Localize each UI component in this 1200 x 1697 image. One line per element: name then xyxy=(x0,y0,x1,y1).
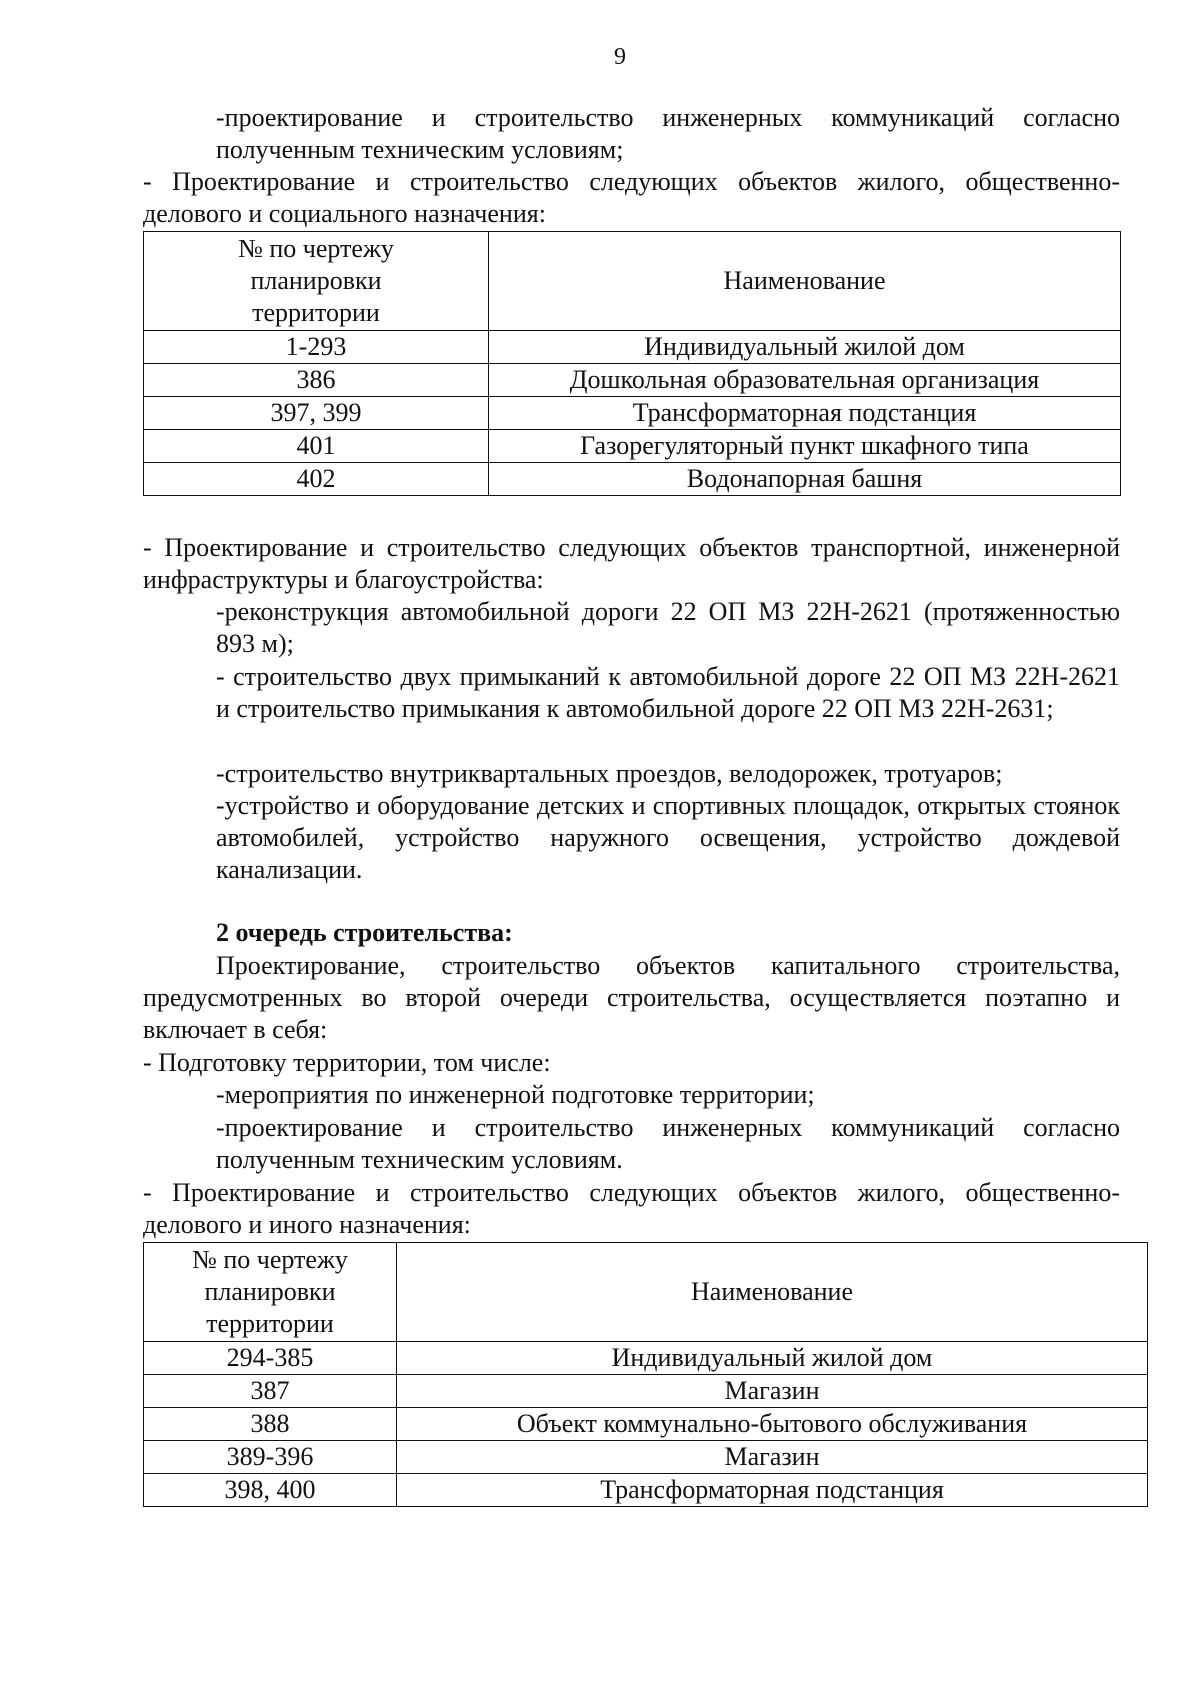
page-number: 9 xyxy=(614,44,626,70)
objects-table-stage1 xyxy=(143,231,1121,496)
paragraph-engineering-preparation: -мероприятия по инженерной подготовке территории; xyxy=(216,1080,815,1109)
table-cell-name: Магазин xyxy=(397,1441,1148,1474)
paragraph-infrastructure-intro: - Проектирование и строительство следующих объектов транспортной, инженерной инфраструктуры и благоустройства: xyxy=(143,533,1120,594)
table-cell-number: 386 xyxy=(144,364,489,397)
table-cell-number: 388 xyxy=(144,1408,397,1441)
table-cell-name: Водонапорная башня xyxy=(489,463,1121,496)
table-header-row xyxy=(144,1243,1148,1342)
paragraph-stage2-intro: Проектирование, строительство объектов капитального строительства, предусмотренных во второй очереди строительства, осуществляется поэтапно и включает в себя: xyxy=(143,951,1120,1044)
table-row xyxy=(144,1375,1148,1408)
table-cell-number: 397, 399 xyxy=(144,397,489,430)
table-cell-number: 387 xyxy=(144,1375,397,1408)
table-header-name: Наименование xyxy=(397,1243,1148,1342)
table-row xyxy=(144,397,1121,430)
stage2-heading: 2 очередь строительства: xyxy=(216,918,513,947)
paragraph-engineering-communications-2: -проектирование и строительство инженерных коммуникаций согласно полученным техническим условиям. xyxy=(216,1113,1120,1174)
table-row xyxy=(144,463,1121,496)
table-header-drawing-number: № по чертежу планировки территории xyxy=(144,1243,397,1342)
table-row xyxy=(144,1342,1148,1375)
table-cell-name: Индивидуальный жилой дом xyxy=(489,331,1121,364)
table-row xyxy=(144,430,1121,463)
table-cell-number: 1-293 xyxy=(144,331,489,364)
table-header-row xyxy=(144,232,1121,331)
table-cell-name: Трансформаторная подстанция xyxy=(397,1474,1148,1507)
table-cell-number: 294-385 xyxy=(144,1342,397,1375)
table-header-name: Наименование xyxy=(489,232,1121,331)
paragraph-road-reconstruction: -реконструкция автомобильной дороги 22 ОП МЗ 22Н-2621 (протяженностью 893 м); xyxy=(216,597,1120,658)
table-row xyxy=(144,1441,1148,1474)
table-row xyxy=(144,1408,1148,1441)
table-cell-name: Объект коммунально-бытового обслуживания xyxy=(397,1408,1148,1441)
table-row xyxy=(144,364,1121,397)
table-cell-number: 398, 400 xyxy=(144,1474,397,1507)
table-cell-number: 401 xyxy=(144,430,489,463)
table-header-drawing-number: № по чертежу планировки территории xyxy=(144,232,489,331)
paragraph-social-objects-intro: - Проектирование и строительство следующих объектов жилого, общественно-делового и социального назначения: xyxy=(143,167,1120,228)
table-row xyxy=(144,1474,1148,1507)
table-cell-number: 389-396 xyxy=(144,1441,397,1474)
paragraph-engineering-communications: -проектирование и строительство инженерных коммуникаций согласно полученным техническим условиям; xyxy=(216,103,1120,164)
objects-table-stage2 xyxy=(143,1242,1148,1507)
table-cell-name: Индивидуальный жилой дом xyxy=(397,1342,1148,1375)
table-cell-name: Трансформаторная подстанция xyxy=(489,397,1121,430)
paragraph-territory-preparation: - Подготовку территории, том числе: xyxy=(143,1048,551,1077)
table-cell-number: 402 xyxy=(144,463,489,496)
paragraph-driveways: -строительство внутриквартальных проездов, велодорожек, тротуаров; xyxy=(216,759,1003,788)
paragraph-playgrounds: -устройство и оборудование детских и спортивных площадок, открытых стоянок автомобилей, устройство наружного освещения, устройство дождевой канализации. xyxy=(216,791,1120,884)
table-cell-name: Дошкольная образовательная организация xyxy=(489,364,1121,397)
table-row xyxy=(144,331,1121,364)
table-cell-name: Магазин xyxy=(397,1375,1148,1408)
table-cell-name: Газорегуляторный пункт шкафного типа xyxy=(489,430,1121,463)
paragraph-other-objects-intro: - Проектирование и строительство следующих объектов жилого, общественно-делового и иного назначения: xyxy=(143,1178,1120,1239)
paragraph-road-junctions: - строительство двух примыканий к автомобильной дороге 22 ОП МЗ 22Н-2621 и строительство примыкания к автомобильной дороге 22 ОП МЗ 22Н-2631; xyxy=(216,662,1120,723)
